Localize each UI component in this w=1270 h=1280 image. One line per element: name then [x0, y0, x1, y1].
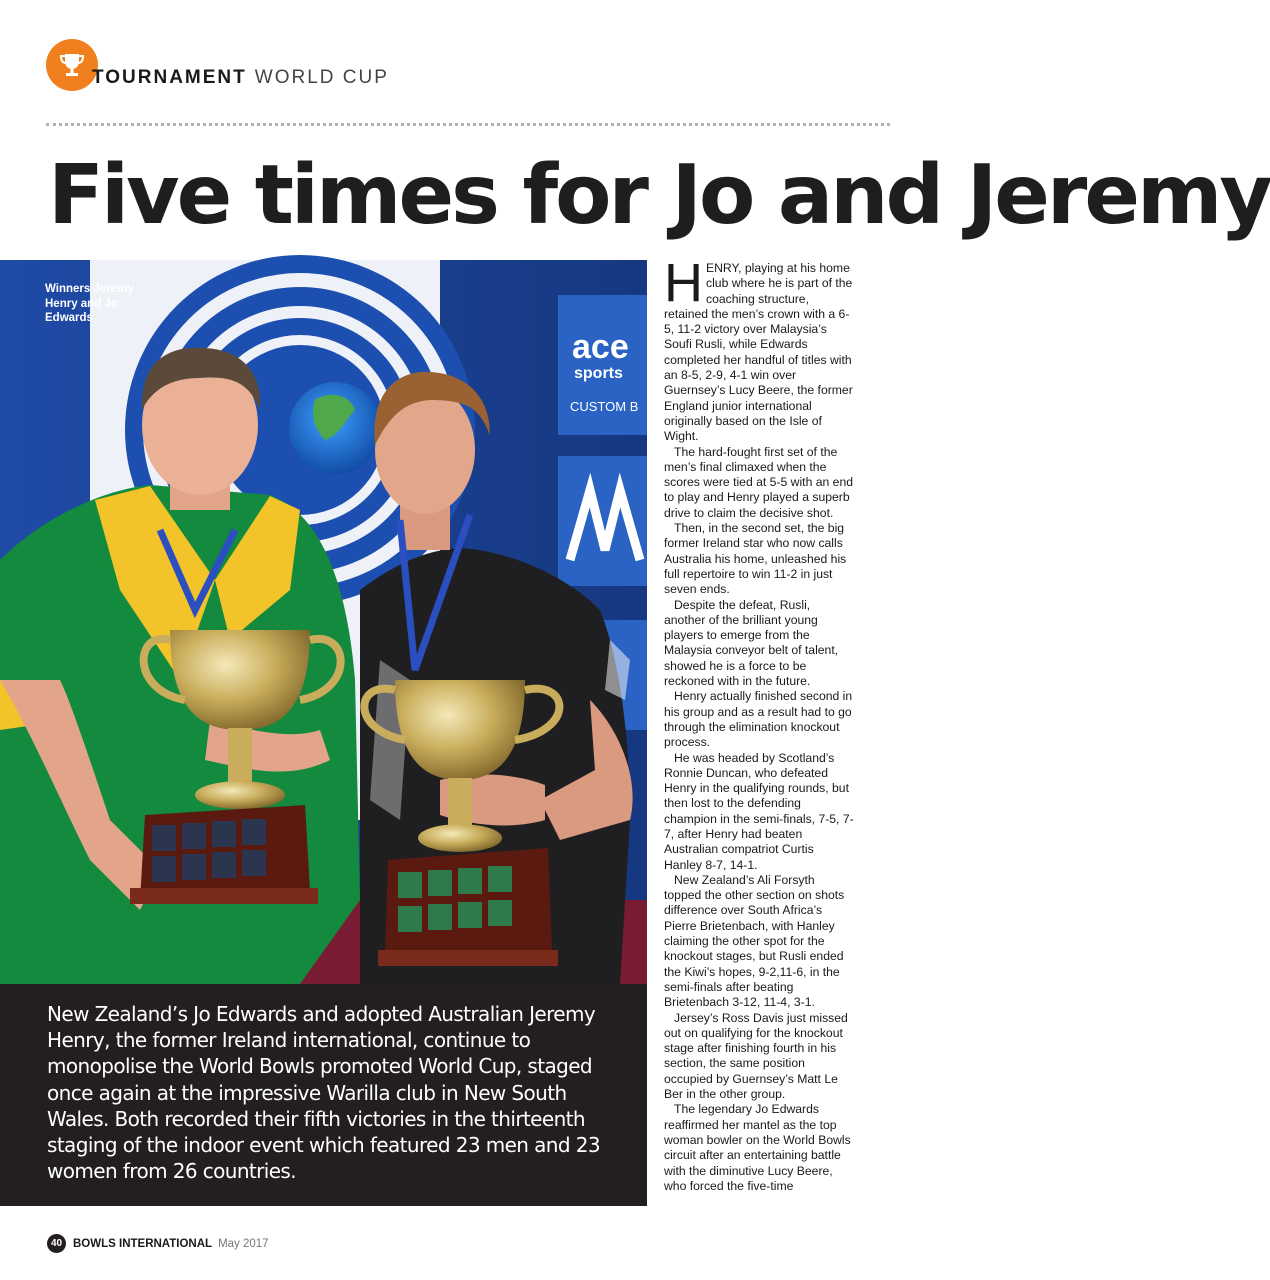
trophy-icon	[55, 48, 89, 82]
body-paragraph: Henry actually finished second in his group and as a result had to go through the elimination knockout process.	[664, 689, 853, 750]
magazine-name: BOWLS INTERNATIONAL	[73, 1237, 213, 1250]
body-paragraph: Despite the defeat, Rusli, another of the brilliant young players to emerge from the Malaysia conveyor belt of talent, showed he is a force to be reckoned with in the future.	[664, 597, 839, 689]
svg-text:ace: ace	[572, 328, 629, 366]
body-paragraph: He was headed by Scotland’s Ronnie Duncan, who defeated Henry in the qualifying rounds, but then lost to the defending champion in the semi-finals, 7-5, 7-7, after Henry had beaten Australian compatriot Curtis Hanley 8-7, 14-1.	[664, 750, 854, 872]
section-header	[46, 38, 389, 92]
body-paragraph: The hard-fought first set of the men’s final climaxed when the scores were tied at 5-5 with an end to play and Henry played a superb drive to claim the decisive shot.	[664, 444, 854, 520]
dotted-divider	[46, 123, 890, 126]
body-paragraph: Then, in the second set, the big former Ireland star who now calls Australia his home, unleashed his full repertoire to win 11-2 in just seven ends.	[664, 521, 847, 597]
article-body	[664, 253, 854, 1194]
headline: Five times for Jo and Jeremy	[48, 148, 1270, 243]
section-subcategory: WORLD CUP	[254, 67, 389, 88]
issue-date: May 2017	[218, 1237, 269, 1250]
body-paragraph: HENRY, playing at his home club where he is part of the coaching structure, retained the men’s crown with a 6-5, 11-2 victory over Malaysia’s Soufi Rusli, while Edwards completed her handful of titles with an 8-5, 2-9, 4-1 win over Guernsey’s Lucy Beere, the former England junior international originally based on the Isle of Wight.	[664, 253, 853, 444]
winners-photo	[0, 260, 647, 984]
body-paragraph: The legendary Jo Edwards reaffirmed her mantel as the top woman bowler on the World Bowls circuit after an entertaining battle with the diminutive Lucy Beere, who forced the five-time	[664, 1102, 851, 1193]
section-label	[92, 41, 389, 89]
standfirst-box	[0, 984, 647, 1206]
trophy-badge	[46, 39, 98, 91]
dropcap: H	[664, 253, 703, 313]
page-footer	[47, 1234, 269, 1253]
svg-text:sports: sports	[574, 365, 623, 382]
standfirst: New Zealand’s Jo Edwards and adopted Australian Jeremy Henry, the former Ireland international, continue to monopolise the World Bowls promoted World Cup, staged once again at the impressive Warilla club in New South Wales. Both recorded their fifth victories in the thirteenth staging of the indoor event which featured 23 men and 23 women from 26 countries.	[47, 1002, 600, 1184]
photo-caption: Winners Jeremy Henry and Jo Edwards	[45, 283, 134, 324]
svg-text:CUSTOM B: CUSTOM B	[570, 399, 639, 414]
body-paragraph: New Zealand’s Ali Forsyth topped the other section on shots difference over South Africa’s Pierre Brietenbach, with Hanley claiming the other spot for the knockout stages, but Rusli ended the Kiwi’s hopes, 9-2,11-6, in the semi-finals after beating Brietenbach 3-12, 11-4, 3-1.	[664, 872, 845, 1010]
page-number: 40	[47, 1234, 66, 1253]
section-category: TOURNAMENT	[92, 67, 247, 88]
body-paragraph: Jersey’s Ross Davis just missed out on qualifying for the knockout stage after finishing fourth in his section, the same position occupied by Guernsey’s Matt Le Ber in the other group.	[664, 1010, 848, 1102]
